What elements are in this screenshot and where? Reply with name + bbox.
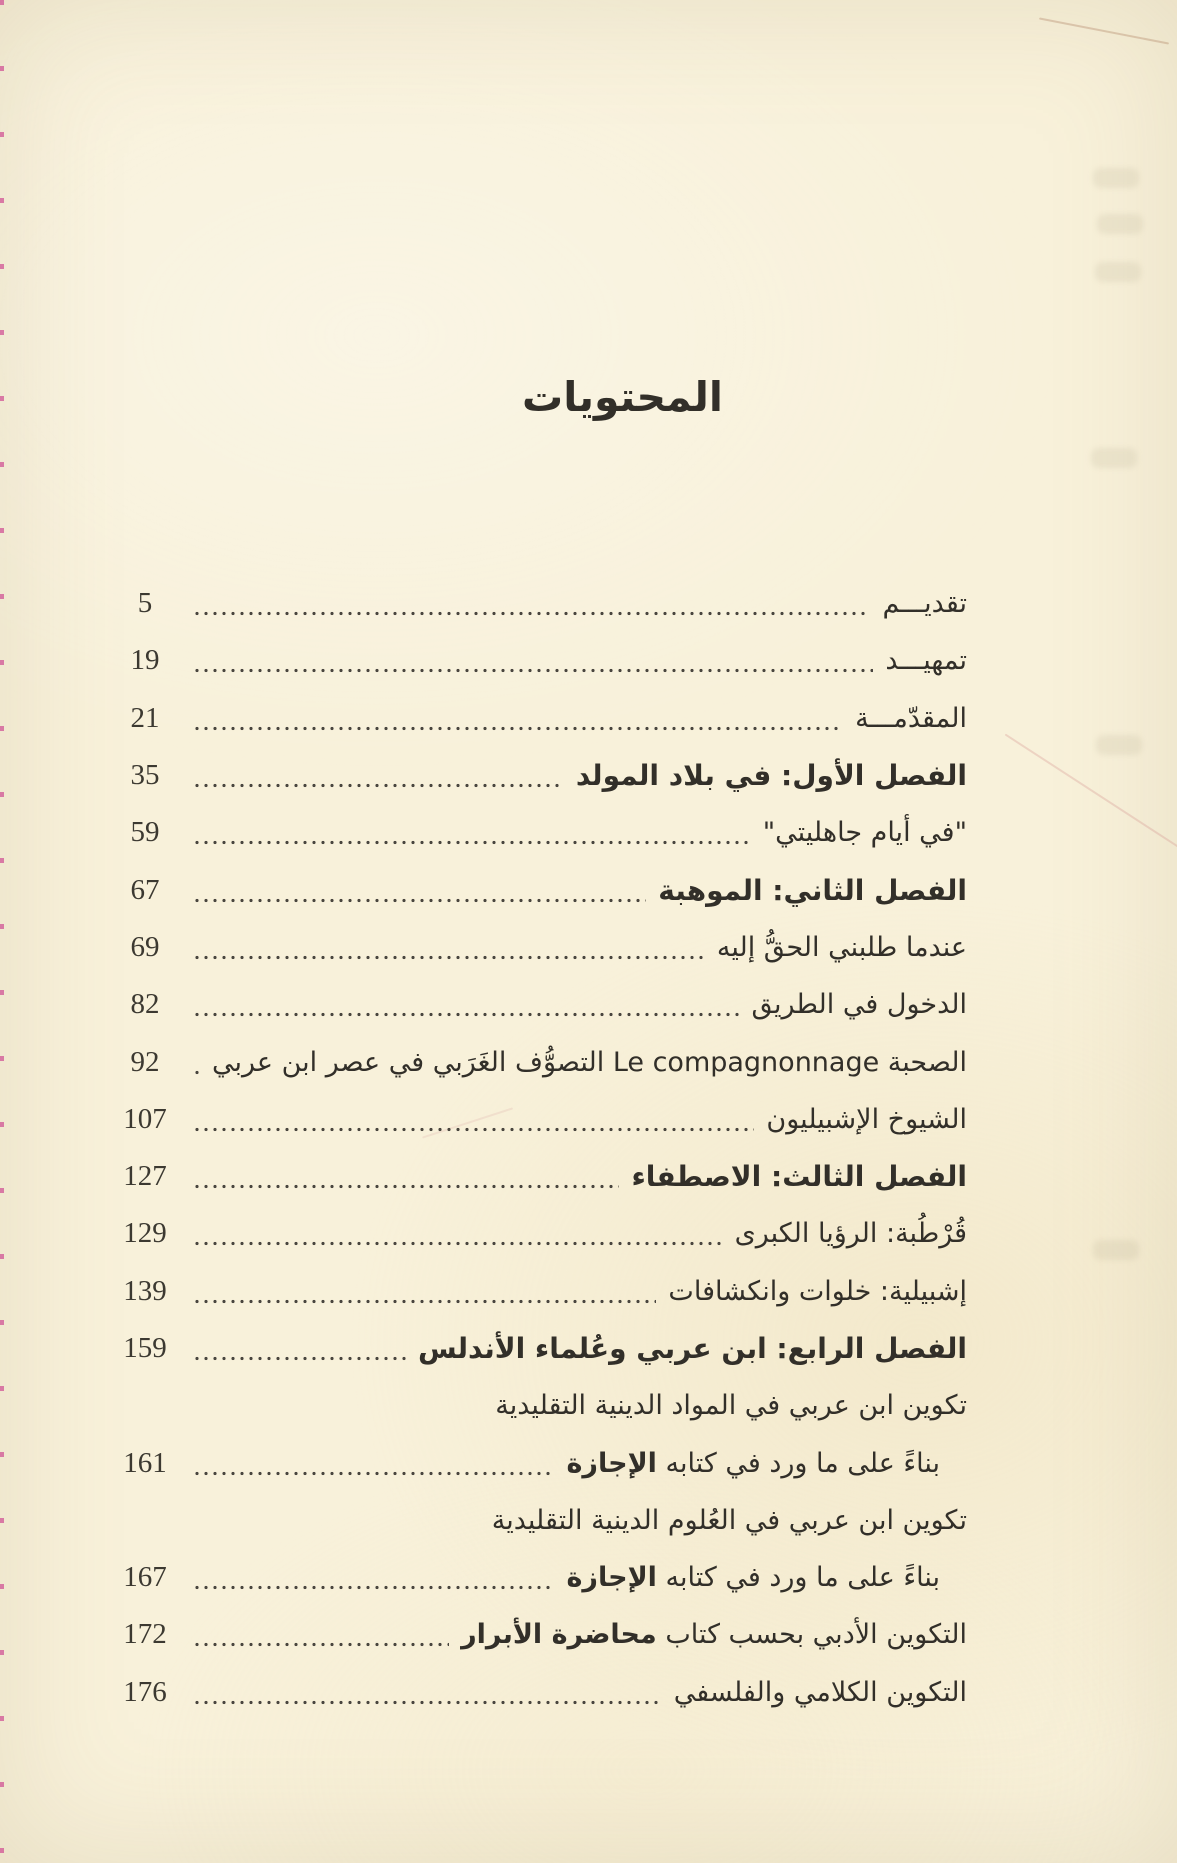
show-through-mark (1091, 448, 1137, 468)
entry-title (418, 1332, 967, 1365)
dotted-leader (195, 668, 873, 673)
entry-title-bold-part: الإجازة (566, 1447, 657, 1479)
toc-entry (105, 575, 967, 632)
entry-title (674, 1677, 967, 1708)
entry-title-part: بناءً على ما ورد في كتابه (656, 1562, 940, 1594)
toc-entry (105, 1434, 967, 1491)
toc-entry (105, 1263, 967, 1320)
toc-entry (105, 1091, 967, 1148)
show-through-mark (1096, 735, 1142, 755)
dotted-leader (195, 955, 705, 960)
page-number: 127 (123, 1160, 167, 1193)
dotted-leader (195, 1585, 554, 1590)
dotted-leader (195, 611, 870, 616)
entry-title (492, 1505, 967, 1536)
entry-title (855, 703, 967, 734)
page-number: 69 (130, 930, 160, 963)
toc-entry (105, 1377, 967, 1434)
page-number: 92 (130, 1045, 160, 1078)
entry-title-part: تمهيـــد (885, 645, 967, 677)
dotted-leader (195, 1700, 662, 1705)
entry-title-part: تكوين ابن عربي في المواد الدينية التقليدية (495, 1390, 967, 1422)
entry-title-part: الشيوخ الإشبيليون (766, 1103, 967, 1135)
page-number: 82 (130, 988, 160, 1021)
entry-title-part: الدخول في الطريق (751, 989, 967, 1021)
entry-title-part: عندما طلبني الحقُّ إليه (716, 931, 967, 963)
entry-title-part: الصحبة Le compagnonnage التصوُّف الغَرَبي في عصر ابن عربي (211, 1046, 967, 1078)
toc-entry (105, 632, 967, 689)
entry-title (766, 1104, 967, 1135)
entry-title-bold-part: الفصل الثالث: الاصطفاء (631, 1160, 967, 1194)
entry-title (495, 1390, 967, 1421)
entry-title-part: المقدّمـــة (855, 702, 967, 734)
entry-title-part: "في أيام جاهليتي" (762, 817, 967, 849)
entry-title (461, 1619, 967, 1650)
entry-title-part: إشبيلية: خلوات وانكشافات (668, 1275, 967, 1307)
entry-title (566, 1562, 967, 1593)
entry-title (717, 932, 967, 963)
toc-entry (105, 976, 967, 1033)
entry-title (763, 817, 967, 848)
dotted-leader (195, 1070, 200, 1075)
toc-entry (105, 1492, 967, 1549)
page-number: 167 (123, 1561, 167, 1594)
dotted-leader (195, 840, 751, 845)
dotted-leader (195, 1642, 449, 1647)
dotted-leader (195, 1184, 619, 1189)
toc-entry (105, 1033, 967, 1090)
toc-entry (105, 1205, 967, 1262)
page-number: 67 (130, 873, 160, 906)
paper-crease (1005, 734, 1177, 852)
entry-title (751, 989, 967, 1020)
page-number: 176 (123, 1675, 167, 1708)
page-number: 107 (123, 1102, 167, 1135)
entry-title-part: قُرْطُبة: الرؤيا الكبرى (734, 1218, 967, 1250)
entry-title (566, 1448, 967, 1479)
page-number: 172 (123, 1618, 167, 1651)
show-through-mark (1093, 168, 1139, 188)
page-number: 161 (123, 1446, 167, 1479)
toc-entry (105, 747, 967, 804)
toc-entry (105, 1664, 967, 1721)
toc-entry (105, 1549, 967, 1606)
entry-title (668, 1276, 967, 1307)
toc-entry (105, 1606, 967, 1663)
dotted-leader (195, 783, 564, 788)
page-number: 21 (130, 701, 160, 734)
dotted-leader (195, 898, 646, 903)
scanner-edge-ticks (0, 0, 4, 1863)
dotted-leader (195, 1127, 754, 1132)
entry-title-part: تكوين ابن عربي في العُلوم الدينية التقليدية (491, 1504, 967, 1536)
dotted-leader (195, 1356, 406, 1361)
toc-entry (105, 1148, 967, 1205)
toc-entry (105, 690, 967, 747)
entry-title (631, 1160, 967, 1193)
page-number: 139 (123, 1274, 167, 1307)
entry-title (576, 759, 967, 792)
dotted-leader (195, 1471, 554, 1476)
toc-entry (105, 804, 967, 861)
dotted-leader (195, 1299, 656, 1304)
show-through-mark (1093, 1240, 1139, 1260)
entry-title-part: بناءً على ما ورد في كتابه (656, 1447, 940, 1479)
entry-title-part: التكوين الكلامي والفلسفي (673, 1676, 967, 1708)
entry-title (735, 1218, 967, 1249)
dotted-leader (195, 1241, 723, 1246)
entry-title-bold-part: محاضرة الأبرار (461, 1619, 657, 1651)
table-of-contents (105, 575, 967, 1721)
entry-title-bold-part: الفصل الرابع: ابن عربي وعُلماء الأندلس (417, 1332, 967, 1365)
toc-entry (105, 861, 967, 918)
entry-title-part: التكوين الأدبي بحسب كتاب (656, 1619, 967, 1651)
entry-title-bold-part: الفصل الأول: في بلاد المولد (575, 759, 967, 793)
paper-scratch (1039, 17, 1169, 44)
show-through-mark (1097, 214, 1143, 234)
page-number: 129 (123, 1217, 167, 1250)
entry-title (885, 645, 967, 676)
dotted-leader (195, 726, 843, 731)
toc-entry (105, 1320, 967, 1377)
dotted-leader (195, 1012, 739, 1017)
page-number: 19 (130, 644, 160, 677)
entry-title (658, 874, 967, 907)
entry-title (212, 1047, 967, 1078)
entry-title (882, 588, 967, 619)
entry-title-bold-part: الإجازة (566, 1562, 657, 1594)
page-number: 35 (130, 759, 160, 792)
toc-entry (105, 919, 967, 976)
entry-title-part: تقديـــم (882, 588, 967, 620)
show-through-mark (1095, 262, 1141, 282)
entry-title-bold-part: الفصل الثاني: الموهبة (658, 873, 967, 907)
page-number: 59 (130, 816, 160, 849)
page-number: 159 (123, 1332, 167, 1364)
page-title: المحتويات (522, 373, 723, 422)
page-number: 5 (137, 587, 153, 620)
